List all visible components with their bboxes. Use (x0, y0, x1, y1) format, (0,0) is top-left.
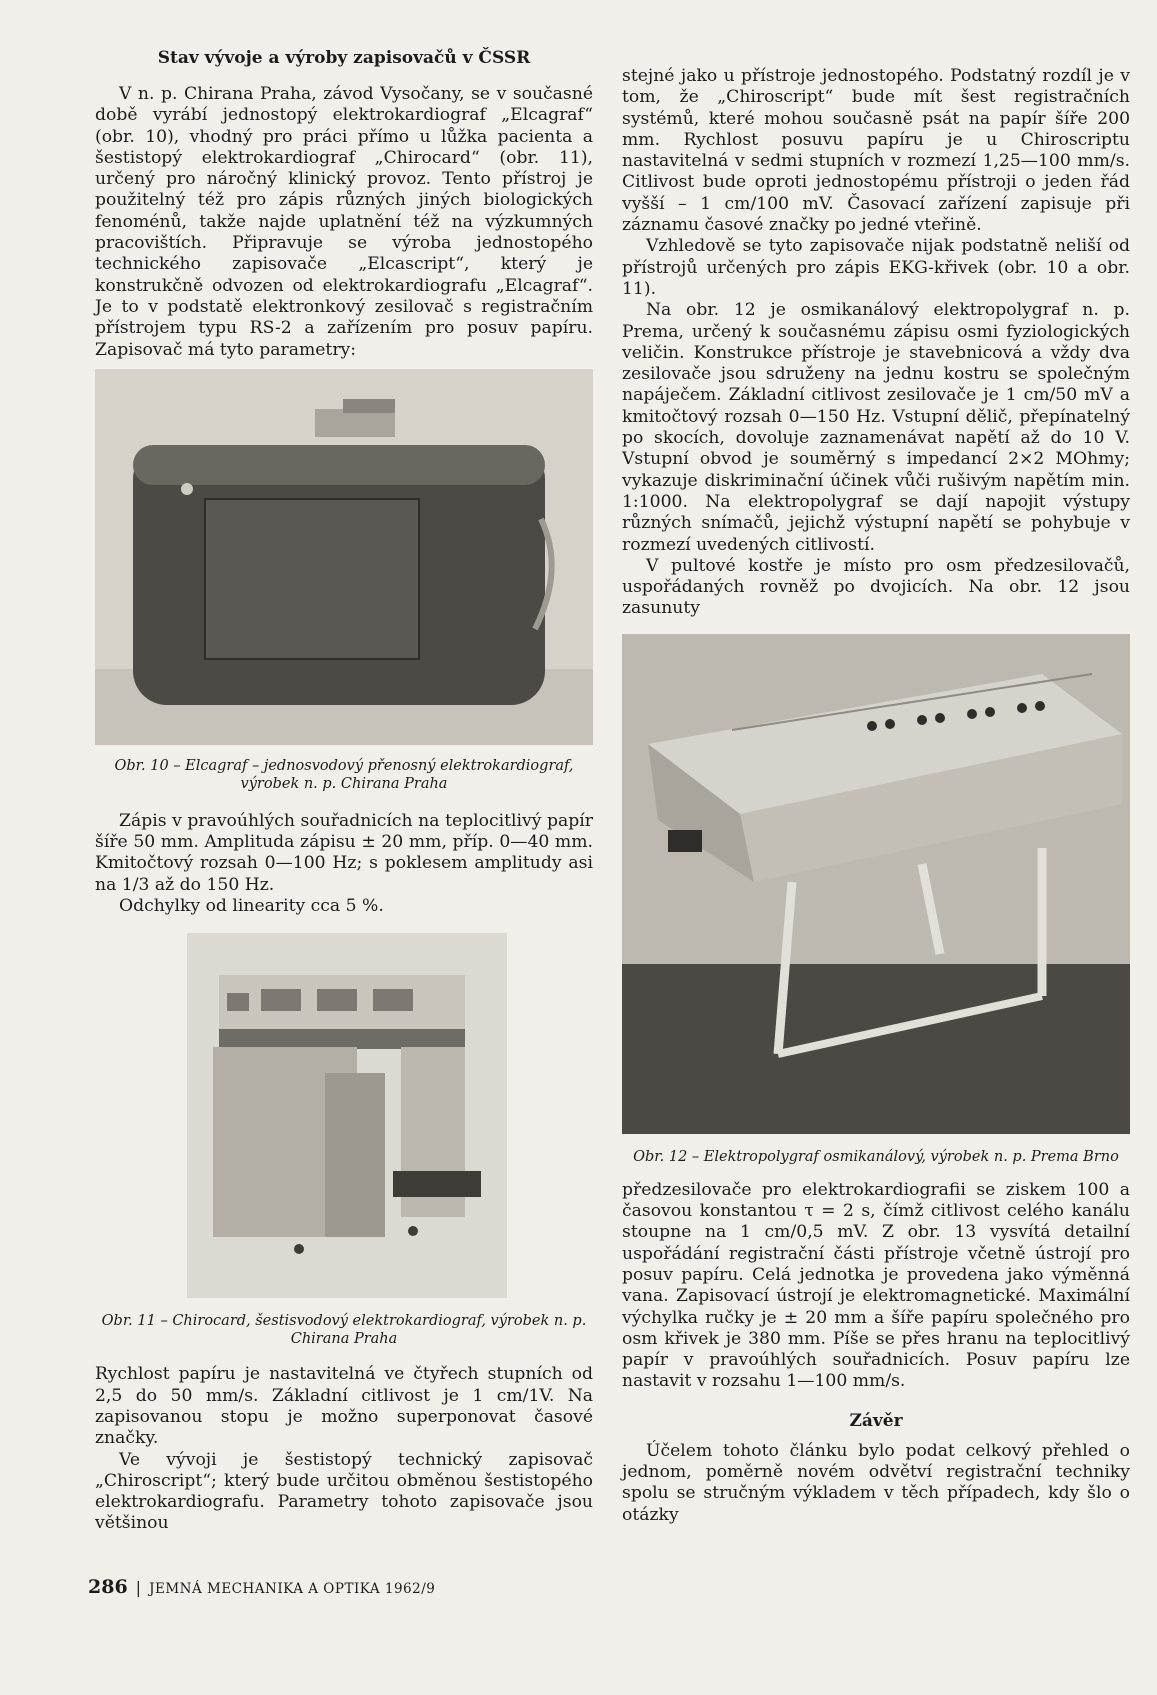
page-footer: 286 | JEMNÁ MECHANIKA A OPTIKA 1962/9 (88, 1576, 436, 1598)
paragraph: Na obr. 12 je osmikanálový elektropolygraf n. p. Prema, určený k současnému zápisu osmi fyziologických veličin. Konstrukce přístroje je stavebnicová a vždy dva zesilovače jsou sdruženy na jednu kostru se společným napáječem. Základní citlivost zesilovače je 1 cm/50 mV a kmitočtový rozsah 0—150 Hz. Vstupní dělič, přepínatelný po skocích, dovoluje zaznamenávat napětí až do 10 V. Vstupní obvod je souměrný s impedancí 2×2 MOhmy; vykazuje diskriminační účinek vůči rušivým napětím min. 1:1000. Na elektropolygraf se dají napojit výstupy různých snímačů, jejichž výstupní napětí se pohybuje v rozmezí uvedených citlivostí. (622, 300, 1130, 555)
chirocard-device-image (187, 933, 507, 1298)
paragraph: Vzhledově se tyto zapisovače nijak podstatně neliší od přístrojů určených pro zápis EKG-křivek (obr. 10 a obr. 11). (622, 236, 1130, 299)
article-title: Stav vývoje a výroby zapisovačů v ČSSR (157, 48, 531, 68)
figure-12-caption: Obr. 12 – Elektropolygraf osmikanálový, výrobek n. p. Prema Brno (633, 1148, 1119, 1165)
figure-12-photo (622, 634, 1130, 1134)
paragraph: Ve vývoji je šestistopý technický zapisovač „Chiroscript“; který bude určitou obměnou šestistopého elektrokardiografu. Parametry tohoto zapisovače jsou většinou (95, 1449, 593, 1534)
paragraph: Odchylky od linearity cca 5 %. (119, 896, 384, 917)
paragraph: předzesilovače pro elektrokardiografii se ziskem 100 a časovou konstantou τ = 2 s, čímž citlivost celého kanálu stoupne na 1 cm/0,5 mV. Z obr. 13 vysvítá detailní uspořádání registrační části přístroje včetně ústrojí pro posuv papíru. Celá jednotka je provedena jako výměnná vana. Zapisovací ústrojí je elektromagnetické. Maximální výchylka ručky je ± 20 mm a šíře papíru společného pro osm křivek je 380 mm. Píše se přes hranu na teplocitlivý papír v pravoúhlých souřadnicích. Posuv papíru lze nastavit v rozsahu 1—100 mm/s. (622, 1179, 1130, 1392)
figure-10-caption: Obr. 10 – Elcagraf – jednosvodový přenosný elektrokardiograf, výrobek n. p. Chirana Praha (114, 757, 574, 792)
magazine-name: JEMNÁ MECHANIKA A OPTIKA 1962/9 (149, 1581, 436, 1597)
right-column (622, 66, 1130, 1526)
figure-11-photo (187, 933, 507, 1298)
figure-11-caption: Obr. 11 – Chirocard, šestisvodový elektrokardiograf, výrobek n. p. Chirana Praha (101, 1313, 587, 1348)
paragraph: Účelem tohoto článku bylo podat celkový přehled o jednom, poměrně novém odvětví registrační techniky spolu se stručným výkladem v těch případech, kdy šlo o otázky (622, 1440, 1130, 1525)
paragraph: stejné jako u přístroje jednostopého. Podstatný rozdíl je v tom, že „Chiroscript“ bude mít šest registračních systémů, které mohou současně psát na papír šíře 200 mm. Rychlost posuvu papíru je u Chiroscriptu nastavitelná v sedmi stupních v rozmezí 1,25—100 mm/s. Citlivost bude oproti jednostopému přístroji o jeden řád vyšší – 1 cm/100 mV. Časovací zařízení zapisuje při záznamu časové značky po jedné vteřině. (622, 66, 1130, 236)
elcagraf-device-image (95, 369, 593, 745)
paragraph: Zápis v pravoúhlých souřadnicích na teplocitlivý papír šíře 50 mm. Amplituda zápisu ± 20 mm, příp. 0—40 mm. Kmitočtový rozsah 0—100 Hz; s poklesem amplitudy asi na 1/3 až do 150 Hz. (95, 810, 593, 895)
page-number: 286 (88, 1576, 128, 1598)
figure-10-photo (95, 369, 593, 745)
paragraph: V n. p. Chirana Praha, závod Vysočany, se v současné době vyrábí jednostopý elektrokardiograf „Elcagraf“ (obr. 10), vhodný pro práci přímo u lůžka pacienta a šestistopý elektrokardiograf „Chirocard“ (obr. 11), určený pro náročný klinický provoz. Tento přístroj je použitelný též pro zápis různých jiných biologických fenoménů, takže najde uplatnění též na výzkumných pracovištích. Připravuje se výroba jednostopého technického zapisovače „Elcascript“, který je konstrukčně odvozen od elektrokardiografu „Elcagraf“. Je to v podstatě elektronkový zesilovač s registračním přístrojem typu RS-2 a zařízením pro posuv papíru. Zapisovač má tyto parametry: (95, 84, 593, 360)
section-heading: Závěr (849, 1410, 903, 1431)
left-column (95, 48, 593, 1535)
paragraph: Rychlost papíru je nastavitelná ve čtyřech stupních od 2,5 do 50 mm/s. Základní citlivost je 1 cm/1V. Na zapisovanou stopu je možno superponovat časové značky. (95, 1364, 593, 1449)
elektropolygraf-device-image (622, 634, 1130, 1134)
paragraph: V pultové kostře je místo pro osm předzesilovačů, uspořádaných rovněž po dvojicích. Na obr. 12 jsou zasunuty (622, 555, 1130, 619)
